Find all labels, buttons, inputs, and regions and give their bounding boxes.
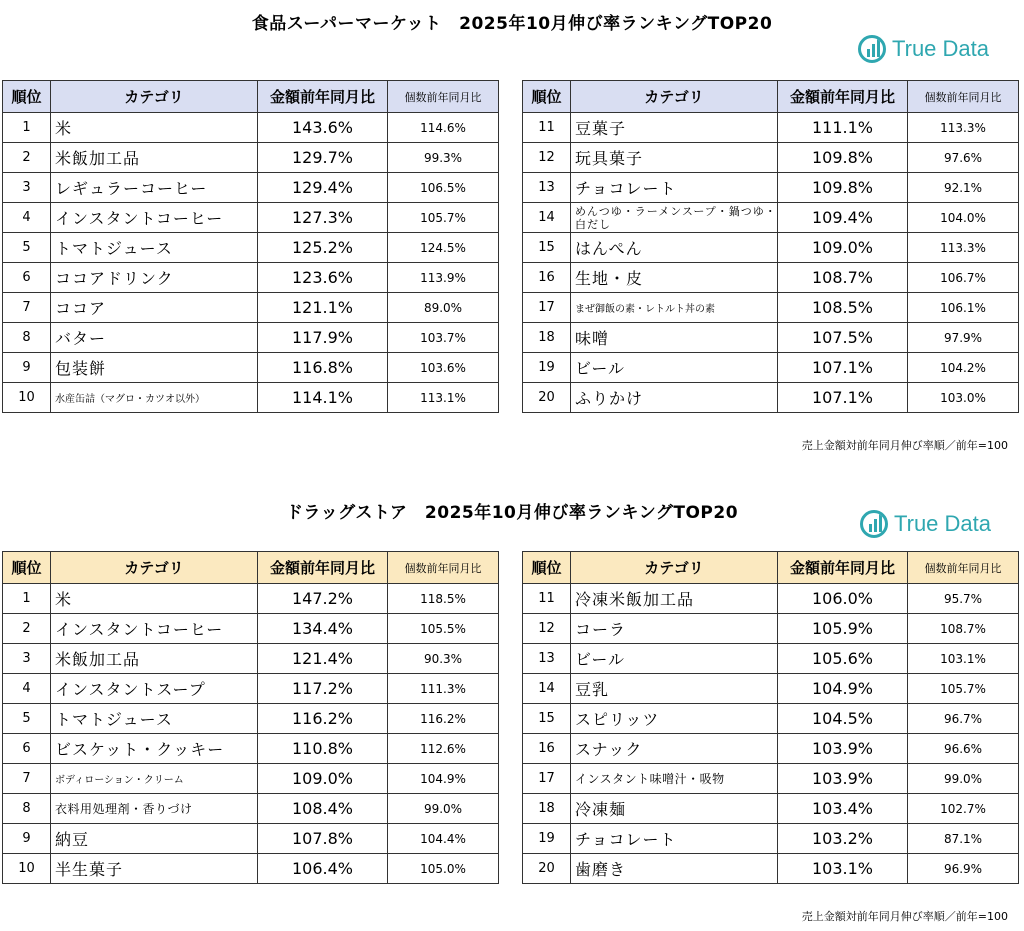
category-cell: スナック xyxy=(571,734,778,764)
count-ratio-cell: 89.0% xyxy=(388,293,499,323)
amount-ratio-cell: 103.9% xyxy=(778,734,908,764)
count-ratio-cell: 103.6% xyxy=(388,353,499,383)
count-ratio-cell: 113.9% xyxy=(388,263,499,293)
rank-cell: 13 xyxy=(523,644,571,674)
footnote: 売上金額対前年同月伸び率順／前年=100 xyxy=(801,910,1008,923)
table-row xyxy=(523,203,1019,233)
category-cell: トマトジュース xyxy=(51,233,258,263)
footnote: 売上金額対前年同月伸び率順／前年=100 xyxy=(801,439,1008,452)
table-row xyxy=(3,203,499,233)
table-row xyxy=(3,734,499,764)
amount-ratio-cell: 111.1% xyxy=(778,113,908,143)
rank-cell: 14 xyxy=(523,674,571,704)
true-data-logo xyxy=(858,35,989,63)
rank-cell: 11 xyxy=(523,584,571,614)
category-cell: スピリッツ xyxy=(571,704,778,734)
true-data-logo-icon xyxy=(860,510,888,538)
category-cell: 冷凍麺 xyxy=(571,794,778,824)
amount-ratio-cell: 109.8% xyxy=(778,143,908,173)
category-cell: 玩具菓子 xyxy=(571,143,778,173)
category-cell: 米 xyxy=(51,113,258,143)
rank-cell: 20 xyxy=(523,854,571,884)
ranking-table xyxy=(522,551,1019,884)
table-row xyxy=(3,173,499,203)
count-ratio-cell: 92.1% xyxy=(908,173,1019,203)
rank-cell: 19 xyxy=(523,353,571,383)
count-ratio-cell: 103.1% xyxy=(908,644,1019,674)
rank-cell: 9 xyxy=(3,353,51,383)
count-ratio-cell: 112.6% xyxy=(388,734,499,764)
amount-ratio-cell: 107.1% xyxy=(778,353,908,383)
header-category: カテゴリ xyxy=(571,552,778,584)
table-row xyxy=(3,353,499,383)
amount-ratio-cell: 107.8% xyxy=(258,824,388,854)
rank-cell: 8 xyxy=(3,323,51,353)
amount-ratio-cell: 123.6% xyxy=(258,263,388,293)
table-row xyxy=(523,353,1019,383)
table-row xyxy=(3,323,499,353)
count-ratio-cell: 102.7% xyxy=(908,794,1019,824)
amount-ratio-cell: 109.8% xyxy=(778,173,908,203)
rank-cell: 15 xyxy=(523,233,571,263)
rank-cell: 4 xyxy=(3,674,51,704)
amount-ratio-cell: 134.4% xyxy=(258,614,388,644)
rank-cell: 12 xyxy=(523,143,571,173)
count-ratio-cell: 87.1% xyxy=(908,824,1019,854)
logo-text: True Data xyxy=(892,36,990,61)
count-ratio-cell: 111.3% xyxy=(388,674,499,704)
count-ratio-cell: 104.4% xyxy=(388,824,499,854)
rank-cell: 13 xyxy=(523,173,571,203)
rank-cell: 5 xyxy=(3,704,51,734)
amount-ratio-cell: 129.4% xyxy=(258,173,388,203)
category-cell: 米飯加工品 xyxy=(51,143,258,173)
count-ratio-cell: 106.5% xyxy=(388,173,499,203)
count-ratio-cell: 104.2% xyxy=(908,353,1019,383)
count-ratio-cell: 124.5% xyxy=(388,233,499,263)
count-ratio-cell: 116.2% xyxy=(388,704,499,734)
category-cell: ココア xyxy=(51,293,258,323)
rank-cell: 18 xyxy=(523,794,571,824)
category-cell: ボディローション・クリーム xyxy=(51,764,258,794)
amount-ratio-cell: 109.4% xyxy=(778,203,908,233)
count-ratio-cell: 97.6% xyxy=(908,143,1019,173)
table-row xyxy=(523,644,1019,674)
table-row xyxy=(3,854,499,884)
table-row xyxy=(3,764,499,794)
amount-ratio-cell: 117.9% xyxy=(258,323,388,353)
category-cell: 冷凍米飯加工品 xyxy=(571,584,778,614)
amount-ratio-cell: 103.2% xyxy=(778,824,908,854)
amount-ratio-cell: 105.9% xyxy=(778,614,908,644)
count-ratio-cell: 99.3% xyxy=(388,143,499,173)
category-cell: レギュラーコーヒー xyxy=(51,173,258,203)
count-ratio-cell: 113.1% xyxy=(388,383,499,413)
category-cell: チョコレート xyxy=(571,173,778,203)
header-count: 個数前年同月比 xyxy=(388,552,499,584)
count-ratio-cell: 104.9% xyxy=(388,764,499,794)
count-ratio-cell: 105.7% xyxy=(388,203,499,233)
amount-ratio-cell: 106.0% xyxy=(778,584,908,614)
amount-ratio-cell: 104.5% xyxy=(778,704,908,734)
rank-cell: 4 xyxy=(3,203,51,233)
rank-cell: 16 xyxy=(523,734,571,764)
category-cell: 豆乳 xyxy=(571,674,778,704)
amount-ratio-cell: 105.6% xyxy=(778,644,908,674)
table-row xyxy=(523,734,1019,764)
rank-cell: 9 xyxy=(3,824,51,854)
header-category: カテゴリ xyxy=(51,81,258,113)
amount-ratio-cell: 103.4% xyxy=(778,794,908,824)
count-ratio-cell: 96.9% xyxy=(908,854,1019,884)
table-row xyxy=(523,614,1019,644)
category-cell: 半生菓子 xyxy=(51,854,258,884)
header-category: カテゴリ xyxy=(51,552,258,584)
category-cell: 味噌 xyxy=(571,323,778,353)
count-ratio-cell: 95.7% xyxy=(908,584,1019,614)
count-ratio-cell: 105.5% xyxy=(388,614,499,644)
rank-cell: 18 xyxy=(523,323,571,353)
table-row xyxy=(523,173,1019,203)
count-ratio-cell: 105.7% xyxy=(908,674,1019,704)
amount-ratio-cell: 117.2% xyxy=(258,674,388,704)
count-ratio-cell: 99.0% xyxy=(908,764,1019,794)
header-rank: 順位 xyxy=(523,81,571,113)
table-row xyxy=(523,263,1019,293)
header-amount: 金額前年同月比 xyxy=(778,552,908,584)
rank-cell: 3 xyxy=(3,173,51,203)
category-cell: インスタントコーヒー xyxy=(51,203,258,233)
count-ratio-cell: 90.3% xyxy=(388,644,499,674)
amount-ratio-cell: 121.1% xyxy=(258,293,388,323)
header-rank: 順位 xyxy=(3,552,51,584)
category-cell: 米飯加工品 xyxy=(51,644,258,674)
category-cell: 水産缶詰（マグロ・カツオ以外） xyxy=(51,383,258,413)
category-cell: ビール xyxy=(571,644,778,674)
rank-cell: 1 xyxy=(3,584,51,614)
amount-ratio-cell: 125.2% xyxy=(258,233,388,263)
category-cell: チョコレート xyxy=(571,824,778,854)
table-row xyxy=(3,674,499,704)
category-cell: ココアドリンク xyxy=(51,263,258,293)
table-row xyxy=(523,824,1019,854)
table-row xyxy=(523,674,1019,704)
amount-ratio-cell: 147.2% xyxy=(258,584,388,614)
category-cell: 衣料用処理剤・香りづけ xyxy=(51,794,258,824)
amount-ratio-cell: 143.6% xyxy=(258,113,388,143)
category-cell: トマトジュース xyxy=(51,704,258,734)
table-row xyxy=(3,383,499,413)
amount-ratio-cell: 109.0% xyxy=(258,764,388,794)
rank-cell: 8 xyxy=(3,794,51,824)
amount-ratio-cell: 116.8% xyxy=(258,353,388,383)
amount-ratio-cell: 121.4% xyxy=(258,644,388,674)
amount-ratio-cell: 103.9% xyxy=(778,764,908,794)
header-amount: 金額前年同月比 xyxy=(258,81,388,113)
true-data-logo xyxy=(860,510,991,538)
table-row xyxy=(3,704,499,734)
table-row xyxy=(3,293,499,323)
table-row xyxy=(523,233,1019,263)
count-ratio-cell: 113.3% xyxy=(908,113,1019,143)
rank-cell: 10 xyxy=(3,383,51,413)
rank-cell: 7 xyxy=(3,293,51,323)
table-row xyxy=(3,614,499,644)
count-ratio-cell: 99.0% xyxy=(388,794,499,824)
amount-ratio-cell: 108.5% xyxy=(778,293,908,323)
category-cell: ふりかけ xyxy=(571,383,778,413)
ranking-table xyxy=(2,80,499,413)
table-row xyxy=(523,704,1019,734)
header-count: 個数前年同月比 xyxy=(908,552,1019,584)
category-cell: コーラ xyxy=(571,614,778,644)
logo-text: True Data xyxy=(894,511,992,536)
count-ratio-cell: 96.6% xyxy=(908,734,1019,764)
table-row xyxy=(3,143,499,173)
rank-cell: 20 xyxy=(523,383,571,413)
header-rank: 順位 xyxy=(523,552,571,584)
amount-ratio-cell: 129.7% xyxy=(258,143,388,173)
category-cell: まぜ御飯の素・レトルト丼の素 xyxy=(571,293,778,323)
table-row xyxy=(523,854,1019,884)
rank-cell: 17 xyxy=(523,293,571,323)
header-amount: 金額前年同月比 xyxy=(778,81,908,113)
table-row xyxy=(3,584,499,614)
header-rank: 順位 xyxy=(3,81,51,113)
rank-cell: 19 xyxy=(523,824,571,854)
table-row xyxy=(3,263,499,293)
table-row xyxy=(3,644,499,674)
rank-cell: 2 xyxy=(3,143,51,173)
category-cell: 米 xyxy=(51,584,258,614)
table-row xyxy=(523,764,1019,794)
rank-cell: 11 xyxy=(523,113,571,143)
table-row xyxy=(523,293,1019,323)
category-cell: ビール xyxy=(571,353,778,383)
header-amount: 金額前年同月比 xyxy=(258,552,388,584)
count-ratio-cell: 104.0% xyxy=(908,203,1019,233)
table-row xyxy=(523,383,1019,413)
count-ratio-cell: 106.1% xyxy=(908,293,1019,323)
rank-cell: 16 xyxy=(523,263,571,293)
amount-ratio-cell: 109.0% xyxy=(778,233,908,263)
section-title: ドラッグストア 2025年10月伸び率ランキングTOP20 xyxy=(285,503,739,523)
table-row xyxy=(3,233,499,263)
table-row xyxy=(3,794,499,824)
section-title: 食品スーパーマーケット 2025年10月伸び率ランキングTOP20 xyxy=(251,14,773,34)
table-row xyxy=(523,584,1019,614)
rank-cell: 3 xyxy=(3,644,51,674)
table-row xyxy=(523,113,1019,143)
table-row xyxy=(523,323,1019,353)
category-cell: インスタント味噌汁・吸物 xyxy=(571,764,778,794)
table-row xyxy=(523,794,1019,824)
rank-cell: 14 xyxy=(523,203,571,233)
table-row xyxy=(3,824,499,854)
rank-cell: 6 xyxy=(3,263,51,293)
amount-ratio-cell: 108.4% xyxy=(258,794,388,824)
rank-cell: 15 xyxy=(523,704,571,734)
category-cell: 生地・皮 xyxy=(571,263,778,293)
category-cell: インスタントコーヒー xyxy=(51,614,258,644)
count-ratio-cell: 97.9% xyxy=(908,323,1019,353)
rank-cell: 17 xyxy=(523,764,571,794)
count-ratio-cell: 118.5% xyxy=(388,584,499,614)
rank-cell: 12 xyxy=(523,614,571,644)
rank-cell: 6 xyxy=(3,734,51,764)
category-cell: バター xyxy=(51,323,258,353)
header-count: 個数前年同月比 xyxy=(908,81,1019,113)
amount-ratio-cell: 108.7% xyxy=(778,263,908,293)
category-cell: はんぺん xyxy=(571,233,778,263)
count-ratio-cell: 106.7% xyxy=(908,263,1019,293)
count-ratio-cell: 96.7% xyxy=(908,704,1019,734)
ranking-table xyxy=(522,80,1019,413)
category-cell: 納豆 xyxy=(51,824,258,854)
count-ratio-cell: 105.0% xyxy=(388,854,499,884)
count-ratio-cell: 103.7% xyxy=(388,323,499,353)
amount-ratio-cell: 110.8% xyxy=(258,734,388,764)
category-cell: めんつゆ・ラーメンスープ・鍋つゆ・白だし xyxy=(571,203,778,233)
rank-cell: 2 xyxy=(3,614,51,644)
category-cell: ビスケット・クッキー xyxy=(51,734,258,764)
ranking-table xyxy=(2,551,499,884)
header-count: 個数前年同月比 xyxy=(388,81,499,113)
category-cell: インスタントスープ xyxy=(51,674,258,704)
amount-ratio-cell: 116.2% xyxy=(258,704,388,734)
count-ratio-cell: 114.6% xyxy=(388,113,499,143)
amount-ratio-cell: 103.1% xyxy=(778,854,908,884)
count-ratio-cell: 113.3% xyxy=(908,233,1019,263)
category-cell: 歯磨き xyxy=(571,854,778,884)
amount-ratio-cell: 127.3% xyxy=(258,203,388,233)
category-cell: 包装餅 xyxy=(51,353,258,383)
true-data-logo-icon xyxy=(858,35,886,63)
amount-ratio-cell: 114.1% xyxy=(258,383,388,413)
amount-ratio-cell: 106.4% xyxy=(258,854,388,884)
count-ratio-cell: 108.7% xyxy=(908,614,1019,644)
table-row xyxy=(523,143,1019,173)
amount-ratio-cell: 107.1% xyxy=(778,383,908,413)
rank-cell: 10 xyxy=(3,854,51,884)
header-category: カテゴリ xyxy=(571,81,778,113)
amount-ratio-cell: 107.5% xyxy=(778,323,908,353)
rank-cell: 1 xyxy=(3,113,51,143)
amount-ratio-cell: 104.9% xyxy=(778,674,908,704)
count-ratio-cell: 103.0% xyxy=(908,383,1019,413)
rank-cell: 7 xyxy=(3,764,51,794)
table-row xyxy=(3,113,499,143)
category-cell: 豆菓子 xyxy=(571,113,778,143)
rank-cell: 5 xyxy=(3,233,51,263)
